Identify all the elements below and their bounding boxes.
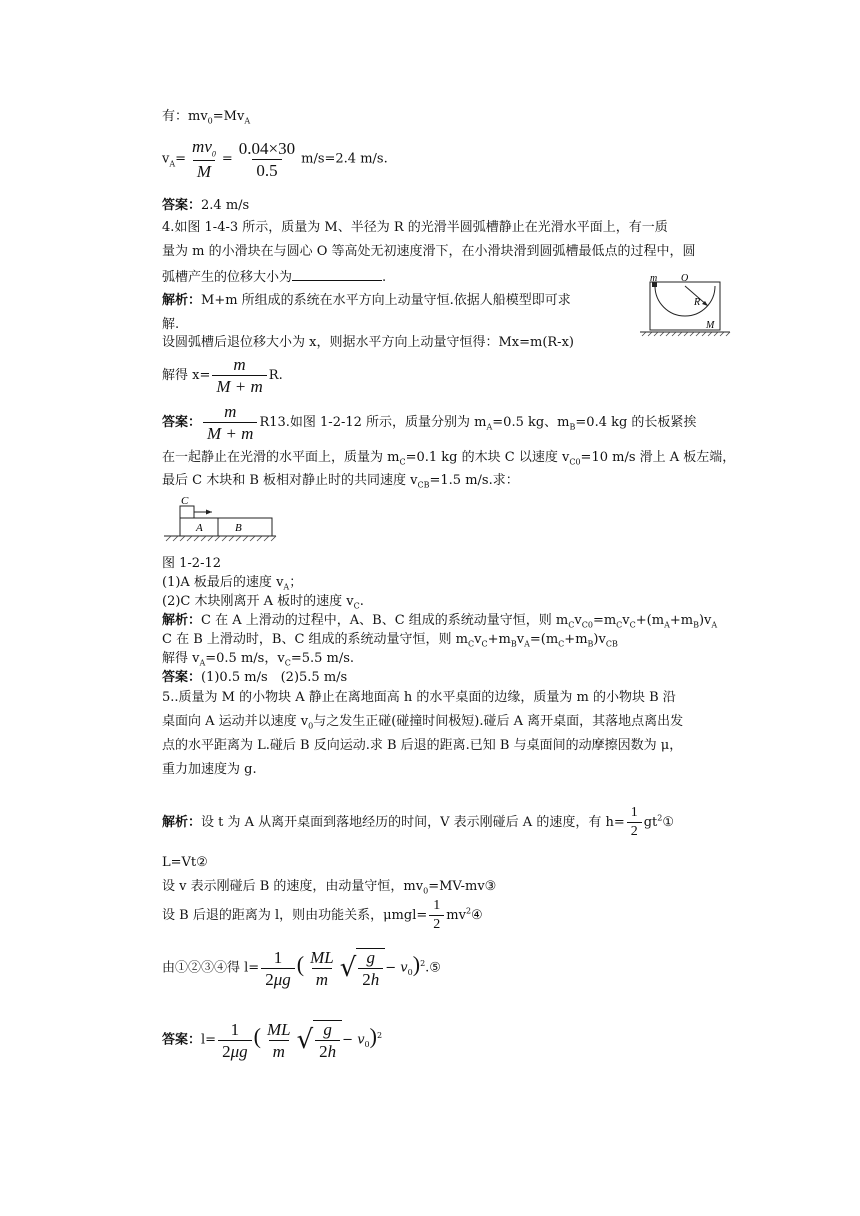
eq-momentum: 有：$mv_0=Mv_A$ bbox=[162, 109, 251, 126]
answer-3: 答案：(1)0.5 m/s (2)5.5 m/s bbox=[162, 670, 348, 685]
q13-line-2: 在一起静止在光滑的水平面上，质量为 $m_C=0.1$ kg 的木块 C 以速度 $v_{C0}=10$ m/s 滑上 A 板左端， bbox=[162, 450, 736, 467]
fig2-label-c: C bbox=[181, 495, 189, 507]
q5-analysis-4: 设 B 后退的距离为 l，则由功能关系，μmgl= $\frac{1}{2}$ $mv^2④$ bbox=[162, 898, 483, 932]
q13-analysis-3: 解得 $v_A=0.5$ m/s，$v_C=5.5$ m/s. bbox=[162, 651, 355, 668]
q4-analysis-3: 设圆弧槽后退位移大小为 x，则据水平方向上动量守恒得：Mx=m(R-x) bbox=[162, 335, 574, 350]
q4-line-2: 量为 m 的小滑块在与圆心 O 等高处无初速度滑下，在小滑块滑到圆弧槽最低点的过程中，圆 bbox=[162, 244, 696, 259]
q5-line-3: 点的水平距离为 L.碰后 B 反向运动.求 B 后退的距离.已知 B 与桌面间的动摩擦因数为 μ， bbox=[162, 738, 683, 753]
figure-blocks bbox=[160, 494, 278, 546]
fig1-label-bigm: M bbox=[706, 320, 715, 331]
q5-analysis-2: L=Vt② bbox=[162, 855, 208, 870]
fig1-label-o: O bbox=[681, 273, 689, 284]
fig1-label-m: m bbox=[650, 273, 658, 284]
q4-analysis-1: 解析：M+m 所组成的系统在水平方向上动量守恒.依据人船模型即可求 bbox=[162, 293, 571, 308]
q5-analysis-5: 由①②③④得 l= $\frac{1}{2\mu g}$ ( $\frac{ML}{m}$ √ g 2h − $v_0)^2.⑤$ bbox=[162, 947, 441, 989]
figure-caption: 图 1-2-12 bbox=[162, 556, 222, 571]
q4-line-1: 4.如图 1-4-3 所示，质量为 M、半径为 R 的光滑半圆弧槽静止在光滑水平面上，有一质 bbox=[162, 220, 668, 235]
eq-va: $v_A=$ $\frac{mv_0}{M}$ = $\frac{0.04\times 30}{0.5}$ m/s=2.4 m/s. bbox=[162, 137, 388, 182]
q13-analysis-2: C 在 B 上滑动时，B、C 组成的系统动量守恒，则 $m_Cv_C+m_Bv_A=(m_C+m_B)v_{CB}$ bbox=[162, 632, 618, 649]
q5-line-2: 桌面向 A 运动并以速度 $v_0$与之发生正碰(碰撞时间极短).碰后 A 离开桌面，其落地点离出发 bbox=[162, 714, 684, 731]
q4-analysis-4: 解得 x= $\frac{m}{M + m}$ R. bbox=[162, 355, 283, 396]
q5-line-4: 重力加速度为 g. bbox=[162, 762, 257, 777]
fig1-label-r: R bbox=[694, 297, 701, 308]
q4-analysis-2: 解. bbox=[162, 317, 180, 332]
fig2-label-b: B bbox=[235, 522, 242, 534]
q13-sub-1: (1)A 板最后的速度 $v_A$； bbox=[162, 575, 303, 592]
q13-analysis-1: 解析：C 在 A 上滑动的过程中，A、B、C 组成的系统动量守恒，则 $m_Cv_{C0}=m_Cv_C+(m_A+m_B)v_A$ bbox=[162, 613, 718, 630]
q5-analysis-3: 设 v 表示刚碰后 B 的速度，由动量守恒，$mv_0=MV$-mv③ bbox=[162, 879, 497, 896]
answer-2-and-q13: 答案： $\frac{m}{M + m}$ R13.如图 1-2-12 所示，质量分别为 $m_A=0.5$ kg、$m_B=0.4$ kg 的长板紧挨 bbox=[162, 402, 697, 443]
figure-semicircle-trough bbox=[636, 272, 732, 344]
fig2-label-a: A bbox=[196, 522, 203, 534]
q13-line-3: 最后 C 木块和 B 板相对静止时的共同速度 $v_{CB}=1.5$ m/s.求： bbox=[162, 473, 519, 490]
q4-line-3: 弧槽产生的位移大小为 . bbox=[162, 270, 387, 285]
answer-1: 答案：2.4 m/s bbox=[162, 198, 250, 213]
answer-4: 答案：l= $\frac{1}{2\mu g}$ ( $\frac{ML}{m}$ √ g 2h − $v_0)^2$ bbox=[162, 1019, 383, 1061]
q5-analysis-1: 解析：设 t 为 A 从离开桌面到落地经历的时间，V 表示刚碰后 A 的速度，有 h= $\frac{1}{2}$ $gt^2①$ bbox=[162, 805, 675, 839]
q5-line-1: 5..质量为 M 的小物块 A 静止在离地面高 h 的水平桌面的边缘，质量为 m 的小物块 B 沿 bbox=[162, 690, 676, 705]
q13-sub-2: (2)C 木块刚离开 A 板时的速度 $v_C$. bbox=[162, 594, 364, 611]
answer-blank bbox=[292, 269, 382, 281]
